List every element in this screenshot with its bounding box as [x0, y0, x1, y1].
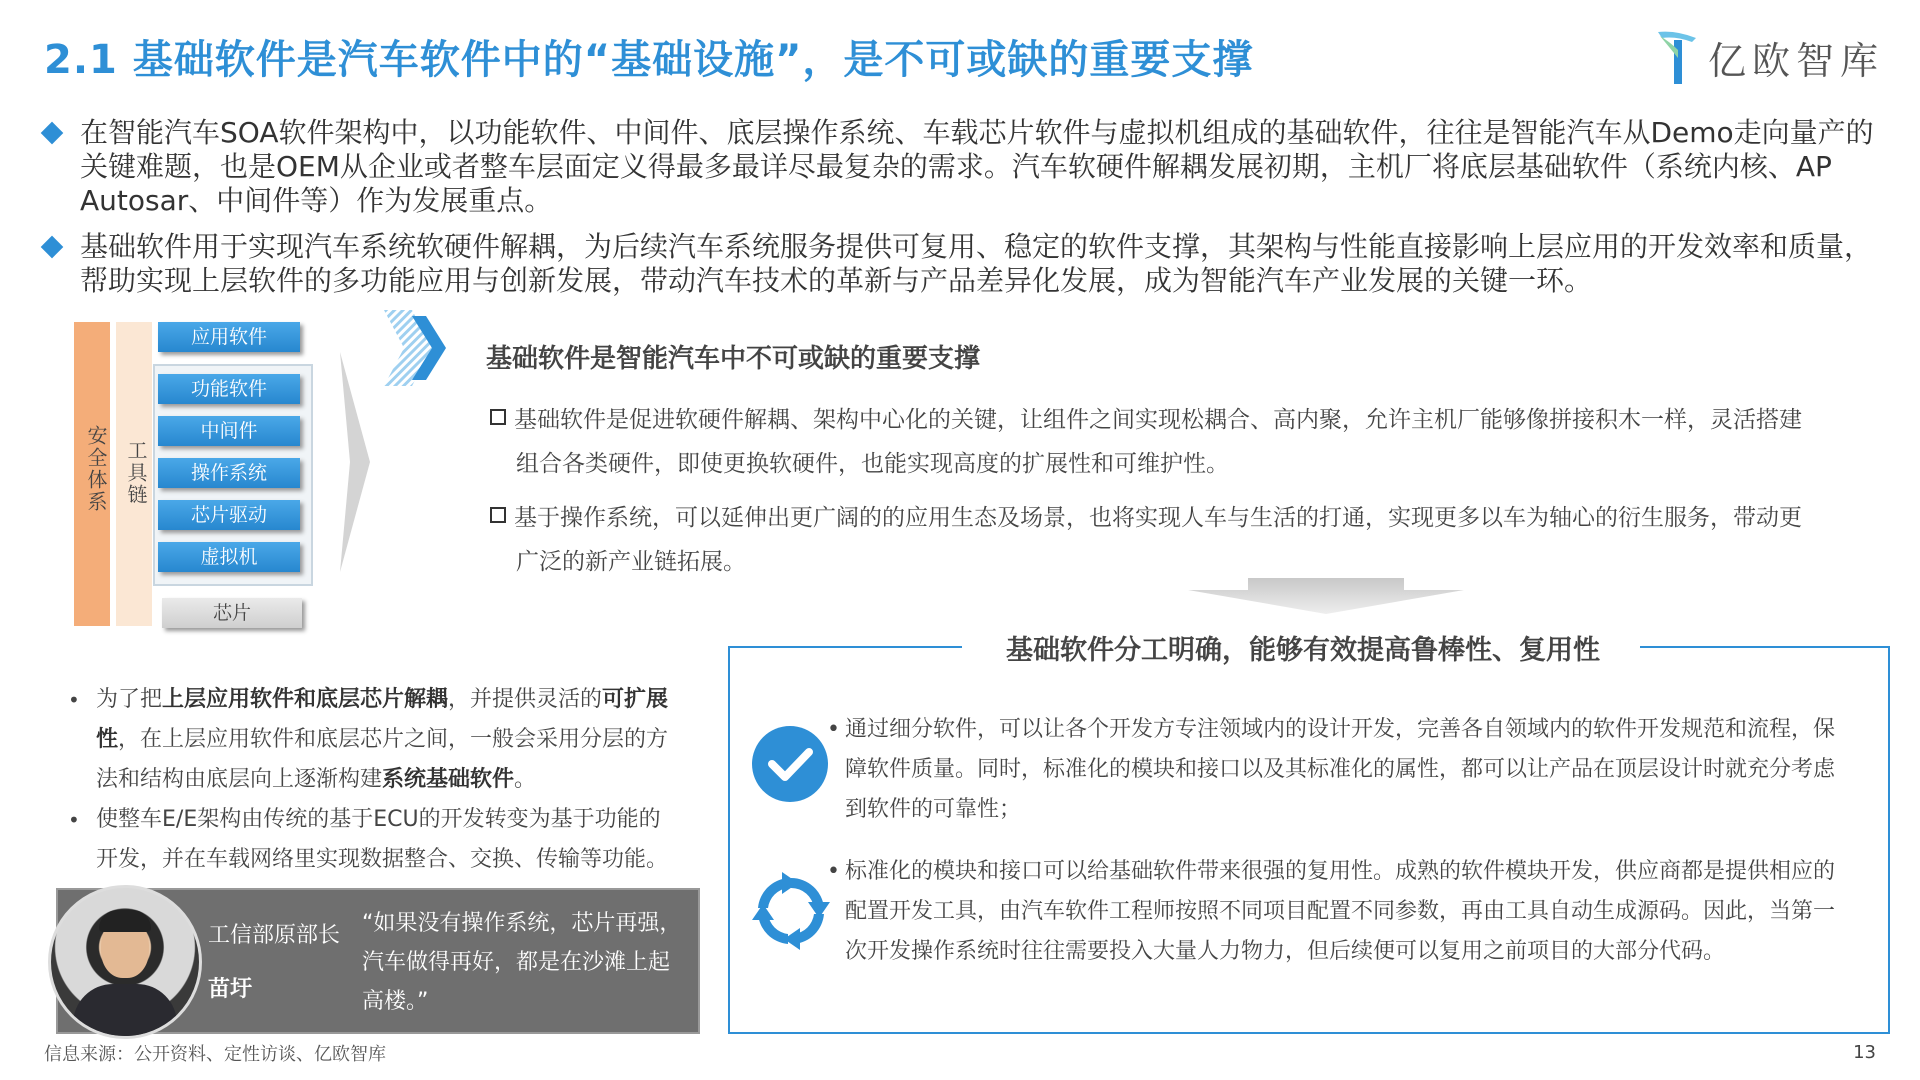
support-point: 基于操作系统，可以延伸出更广阔的的应用生态及场景，也将实现人车与生活的打通，实现更多以车为轴心的衍生服务，带动更 广泛的新产业链拓展。 [490, 496, 1876, 584]
speaker-role: 工信部原部长 [208, 923, 341, 948]
left-bullet: • 为了把上层应用软件和底层芯片解耦，并提供灵活的可扩展性，在上层应用软件和底层芯片之间，一般会采用分层的方法和结构由底层向上逐渐构建系统基础软件。 [68, 687, 669, 792]
logo [1656, 26, 1884, 88]
speaker-photo [48, 885, 202, 1039]
division-title: 基础软件分工明确，能够有效提高鲁棒性、复用性 [1006, 635, 1600, 666]
page-title: 2.1 基础软件是汽车软件中的“基础设施”，是不可或缺的重要支撑 [44, 37, 1254, 83]
layer-chip-driver: 芯片驱动 [158, 500, 300, 530]
diamond-bullet-icon [41, 122, 64, 145]
down-arrow-icon [1188, 578, 1464, 614]
division-box [728, 646, 1890, 1034]
layer-hypervisor: 虚拟机 [158, 542, 300, 572]
division-point: • 标准化的模块和接口可以给基础软件带来很强的复用性。成熟的软件模块开发，供应商都是提供相应的配置开发工具，由汽车软件工程师按照不同项目配置不同参数，再由工具自动生成源码。因此，当第一次开发操作系统时往往需要投入大量人力物力，但后续便可以复用之前项目的大部分代码。 [827, 859, 1836, 964]
support-point: 基础软件是促进软硬件解耦、架构中心化的关键，让组件之间实现松耦合、高内聚，允许主机厂能够像拼接积木一样，灵活搭建 组合各类硬件，即使更换软硬件，也能实现高度的扩展性和可维护性。 [490, 398, 1876, 486]
layer-middleware: 中间件 [158, 416, 300, 446]
speaker-name: 苗圩 [208, 977, 253, 1002]
page-number: 13 [1853, 1042, 1876, 1063]
intro-bullet: 在智能汽车SOA软件架构中，以功能软件、中间件、底层操作系统、车载芯片软件与虚拟机组成的基础软件，往往是智能汽车从Demo走向量产的关键难题，也是OEM从企业或者整车层面定义得最多最详尽最复杂的需求。汽车软硬件解耦发展初期，主机厂将底层基础软件（系统内核、AP Autosar、中间件等）作为发展重点。 [44, 116, 1880, 218]
safety-system-label: 安全体系 [84, 425, 108, 513]
square-bullet-icon [490, 409, 506, 425]
check-circle-icon [752, 726, 828, 802]
toolchain-label: 工具链 [124, 440, 148, 506]
layer-functional-software: 功能软件 [158, 374, 300, 404]
intro-bullet: 基础软件用于实现汽车系统软硬件解耦，为后续汽车系统服务提供可复用、稳定的软件支撑，其架构与性能直接影响上层应用的开发效率和质量，帮助实现上层软件的多功能应用与创新发展，带动汽车技术的革新与产品差异化发展，成为智能汽车产业发展的关键一环。 [44, 230, 1880, 298]
refresh-cycle-icon [752, 872, 830, 950]
quote-text: “如果没有操作系统，芯片再强，汽车做得再好，都是在沙滩上起高楼。” [362, 911, 682, 1014]
striped-arrow-icon [384, 310, 454, 386]
layer-os: 操作系统 [158, 458, 300, 488]
diamond-bullet-icon [41, 236, 64, 259]
box-border-right [1640, 646, 1888, 648]
layer-chip: 芯片 [162, 598, 302, 628]
yiou-logo-icon [1656, 28, 1698, 86]
support-title: 基础软件是智能汽车中不可或缺的重要支撑 [486, 344, 981, 374]
source-note: 信息来源：公开资料、定性访谈、亿欧智库 [44, 1044, 386, 1065]
logo-text: 亿欧智库 [1707, 38, 1884, 83]
layer-app-software: 应用软件 [158, 322, 300, 352]
division-point: • 通过细分软件，可以让各个开发方专注领域内的设计开发，完善各自领域内的软件开发规范和流程，保障软件质量。同时，标准化的模块和接口以及其标准化的属性，都可以让产品在顶层设计时就充分考虑到软件的可靠性； [827, 717, 1836, 822]
big-chevron-arrow-icon [340, 352, 370, 572]
square-bullet-icon [490, 507, 506, 523]
left-bullet: • 使整车E/E架构由传统的基于ECU的开发转变为基于功能的开发，并在车载网络里实现数据整合、交换、传输等功能。 [68, 807, 669, 872]
box-border-left [728, 646, 962, 648]
